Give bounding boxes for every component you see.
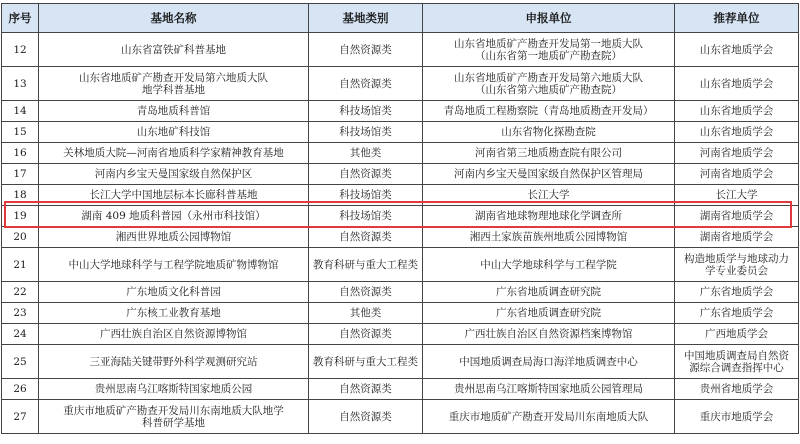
- cell-base-category: 自然资源类: [309, 33, 423, 67]
- cell-base-category: 自然资源类: [309, 227, 423, 248]
- cell-applicant-unit: 山东省物化探勘查院: [423, 122, 675, 143]
- cell-base-name: 中山大学地球科学与工程学院地质矿物博物馆: [39, 248, 309, 282]
- cell-base-category: 自然资源类: [309, 379, 423, 400]
- cell-serial-number: 14: [2, 101, 39, 122]
- cell-base-category: 科技场馆类: [309, 122, 423, 143]
- cell-serial-number: 20: [2, 227, 39, 248]
- table-row: [2, 122, 799, 143]
- cell-recommending-unit: 河南省地质学会: [675, 164, 799, 185]
- cell-recommending-unit: 广西地质学会: [675, 324, 799, 345]
- cell-applicant-unit: 中国地质调查局海口海洋地质调查中心: [423, 345, 675, 379]
- table-row: [2, 185, 799, 206]
- cell-base-category: 科技场馆类: [309, 206, 423, 227]
- cell-recommending-unit: 构造地质学与地球动力 学专业委员会: [675, 248, 799, 282]
- table-row: [2, 33, 799, 67]
- cell-base-category: 科技场馆类: [309, 185, 423, 206]
- table-row: [2, 324, 799, 345]
- cell-serial-number: 17: [2, 164, 39, 185]
- cell-applicant-unit: 中山大学地球科学与工程学院: [423, 248, 675, 282]
- cell-serial-number: 15: [2, 122, 39, 143]
- cell-applicant-unit: 贵州思南乌江喀斯特国家地质公园管理局: [423, 379, 675, 400]
- cell-applicant-unit: 广东省地质调查研究院: [423, 303, 675, 324]
- cell-applicant-unit: 广西壮族自治区自然资源档案博物馆: [423, 324, 675, 345]
- table-row: [2, 101, 799, 122]
- cell-serial-number: 21: [2, 248, 39, 282]
- cell-recommending-unit: 贵州省地质学会: [675, 379, 799, 400]
- cell-recommending-unit: 山东省地质学会: [675, 101, 799, 122]
- cell-base-category: 自然资源类: [309, 324, 423, 345]
- cell-base-name: 广东地质文化科普园: [39, 282, 309, 303]
- cell-serial-number: 27: [2, 400, 39, 434]
- cell-base-name: 三亚海陆关键带野外科学观测研究站: [39, 345, 309, 379]
- header-base-category: 基地类别: [309, 4, 423, 33]
- cell-base-name: 山东地矿科技馆: [39, 122, 309, 143]
- cell-recommending-unit: 中国地质调查局自然资 源综合调查指挥中心: [675, 345, 799, 379]
- cell-base-category: 自然资源类: [309, 67, 423, 101]
- cell-applicant-unit: 湘西土家族苗族州地质公园博物馆: [423, 227, 675, 248]
- cell-base-category: 自然资源类: [309, 400, 423, 434]
- table-row: [2, 206, 799, 227]
- cell-base-name: 湖南 409 地质科普园（永州市科技馆）: [39, 206, 309, 227]
- cell-applicant-unit: 重庆市地质矿产勘查开发局川东南地质大队: [423, 400, 675, 434]
- cell-base-name: 广东核工业教育基地: [39, 303, 309, 324]
- cell-base-category: 教育科研与重大工程类: [309, 248, 423, 282]
- cell-base-name: 长江大学中国地层标本长廊科普基地: [39, 185, 309, 206]
- cell-serial-number: 26: [2, 379, 39, 400]
- cell-recommending-unit: 广东省地质学会: [675, 282, 799, 303]
- cell-serial-number: 19: [2, 206, 39, 227]
- cell-base-name: 重庆市地质矿产勘查开发局川东南地质大队地学 科普研学基地: [39, 400, 309, 434]
- cell-recommending-unit: 湖南省地质学会: [675, 227, 799, 248]
- cell-serial-number: 23: [2, 303, 39, 324]
- table-row: [2, 379, 799, 400]
- cell-applicant-unit: 山东省地质矿产勘查开发局第一地质大队 （山东省第一地质矿产勘查院）: [423, 33, 675, 67]
- cell-serial-number: 22: [2, 282, 39, 303]
- cell-base-name: 广西壮族自治区自然资源博物馆: [39, 324, 309, 345]
- cell-applicant-unit: 河南内乡宝天曼国家级自然保护区管理局: [423, 164, 675, 185]
- table-row: [2, 282, 799, 303]
- table-row: [2, 164, 799, 185]
- cell-recommending-unit: 山东省地质学会: [675, 122, 799, 143]
- header-recommending-unit: 推荐单位: [675, 4, 799, 33]
- cell-serial-number: 24: [2, 324, 39, 345]
- table-header-row: [2, 4, 799, 33]
- table-row: [2, 248, 799, 282]
- cell-base-name: 山东省地质矿产勘查开发局第六地质大队 地学科普基地: [39, 67, 309, 101]
- cell-recommending-unit: 广东省地质学会: [675, 303, 799, 324]
- cell-base-name: 河南内乡宝天曼国家级自然保护区: [39, 164, 309, 185]
- header-serial-number: 序号: [2, 4, 39, 33]
- cell-base-category: 科技场馆类: [309, 101, 423, 122]
- cell-base-category: 自然资源类: [309, 282, 423, 303]
- cell-recommending-unit: 长江大学: [675, 185, 799, 206]
- cell-recommending-unit: 山东省地质学会: [675, 33, 799, 67]
- header-applicant-unit: 申报单位: [423, 4, 675, 33]
- table-row: [2, 303, 799, 324]
- cell-base-category: 自然资源类: [309, 164, 423, 185]
- cell-serial-number: 18: [2, 185, 39, 206]
- cell-base-name: 青岛地质科普馆: [39, 101, 309, 122]
- cell-applicant-unit: 河南省第三地质勘查院有限公司: [423, 143, 675, 164]
- cell-base-name: 山东省富铁矿科普基地: [39, 33, 309, 67]
- cell-base-name: 贵州思南乌江喀斯特国家地质公园: [39, 379, 309, 400]
- cell-recommending-unit: 河南省地质学会: [675, 143, 799, 164]
- cell-base-category: 其他类: [309, 303, 423, 324]
- cell-base-category: 教育科研与重大工程类: [309, 345, 423, 379]
- cell-base-category: 其他类: [309, 143, 423, 164]
- cell-serial-number: 13: [2, 67, 39, 101]
- cell-applicant-unit: 湖南省地球物理地球化学调查所: [423, 206, 675, 227]
- table-row: [2, 400, 799, 434]
- cell-recommending-unit: 山东省地质学会: [675, 67, 799, 101]
- cell-applicant-unit: 山东省地质矿产勘查开发局第六地质大队 （山东省第六地质矿产勘查院）: [423, 67, 675, 101]
- table-row: [2, 345, 799, 379]
- cell-applicant-unit: 广东省地质调查研究院: [423, 282, 675, 303]
- science-base-table: [1, 3, 799, 434]
- cell-serial-number: 12: [2, 33, 39, 67]
- table-row: [2, 227, 799, 248]
- cell-base-name: 关林地质大院—河南省地质科学家精神教育基地: [39, 143, 309, 164]
- cell-serial-number: 25: [2, 345, 39, 379]
- cell-recommending-unit: 重庆市地质学会: [675, 400, 799, 434]
- cell-serial-number: 16: [2, 143, 39, 164]
- cell-base-name: 湘西世界地质公园博物馆: [39, 227, 309, 248]
- cell-recommending-unit: 湖南省地质学会: [675, 206, 799, 227]
- cell-applicant-unit: 青岛地质工程勘察院（青岛地质勘查开发局）: [423, 101, 675, 122]
- table-row: [2, 67, 799, 101]
- cell-applicant-unit: 长江大学: [423, 185, 675, 206]
- table-row: [2, 143, 799, 164]
- header-base-name: 基地名称: [39, 4, 309, 33]
